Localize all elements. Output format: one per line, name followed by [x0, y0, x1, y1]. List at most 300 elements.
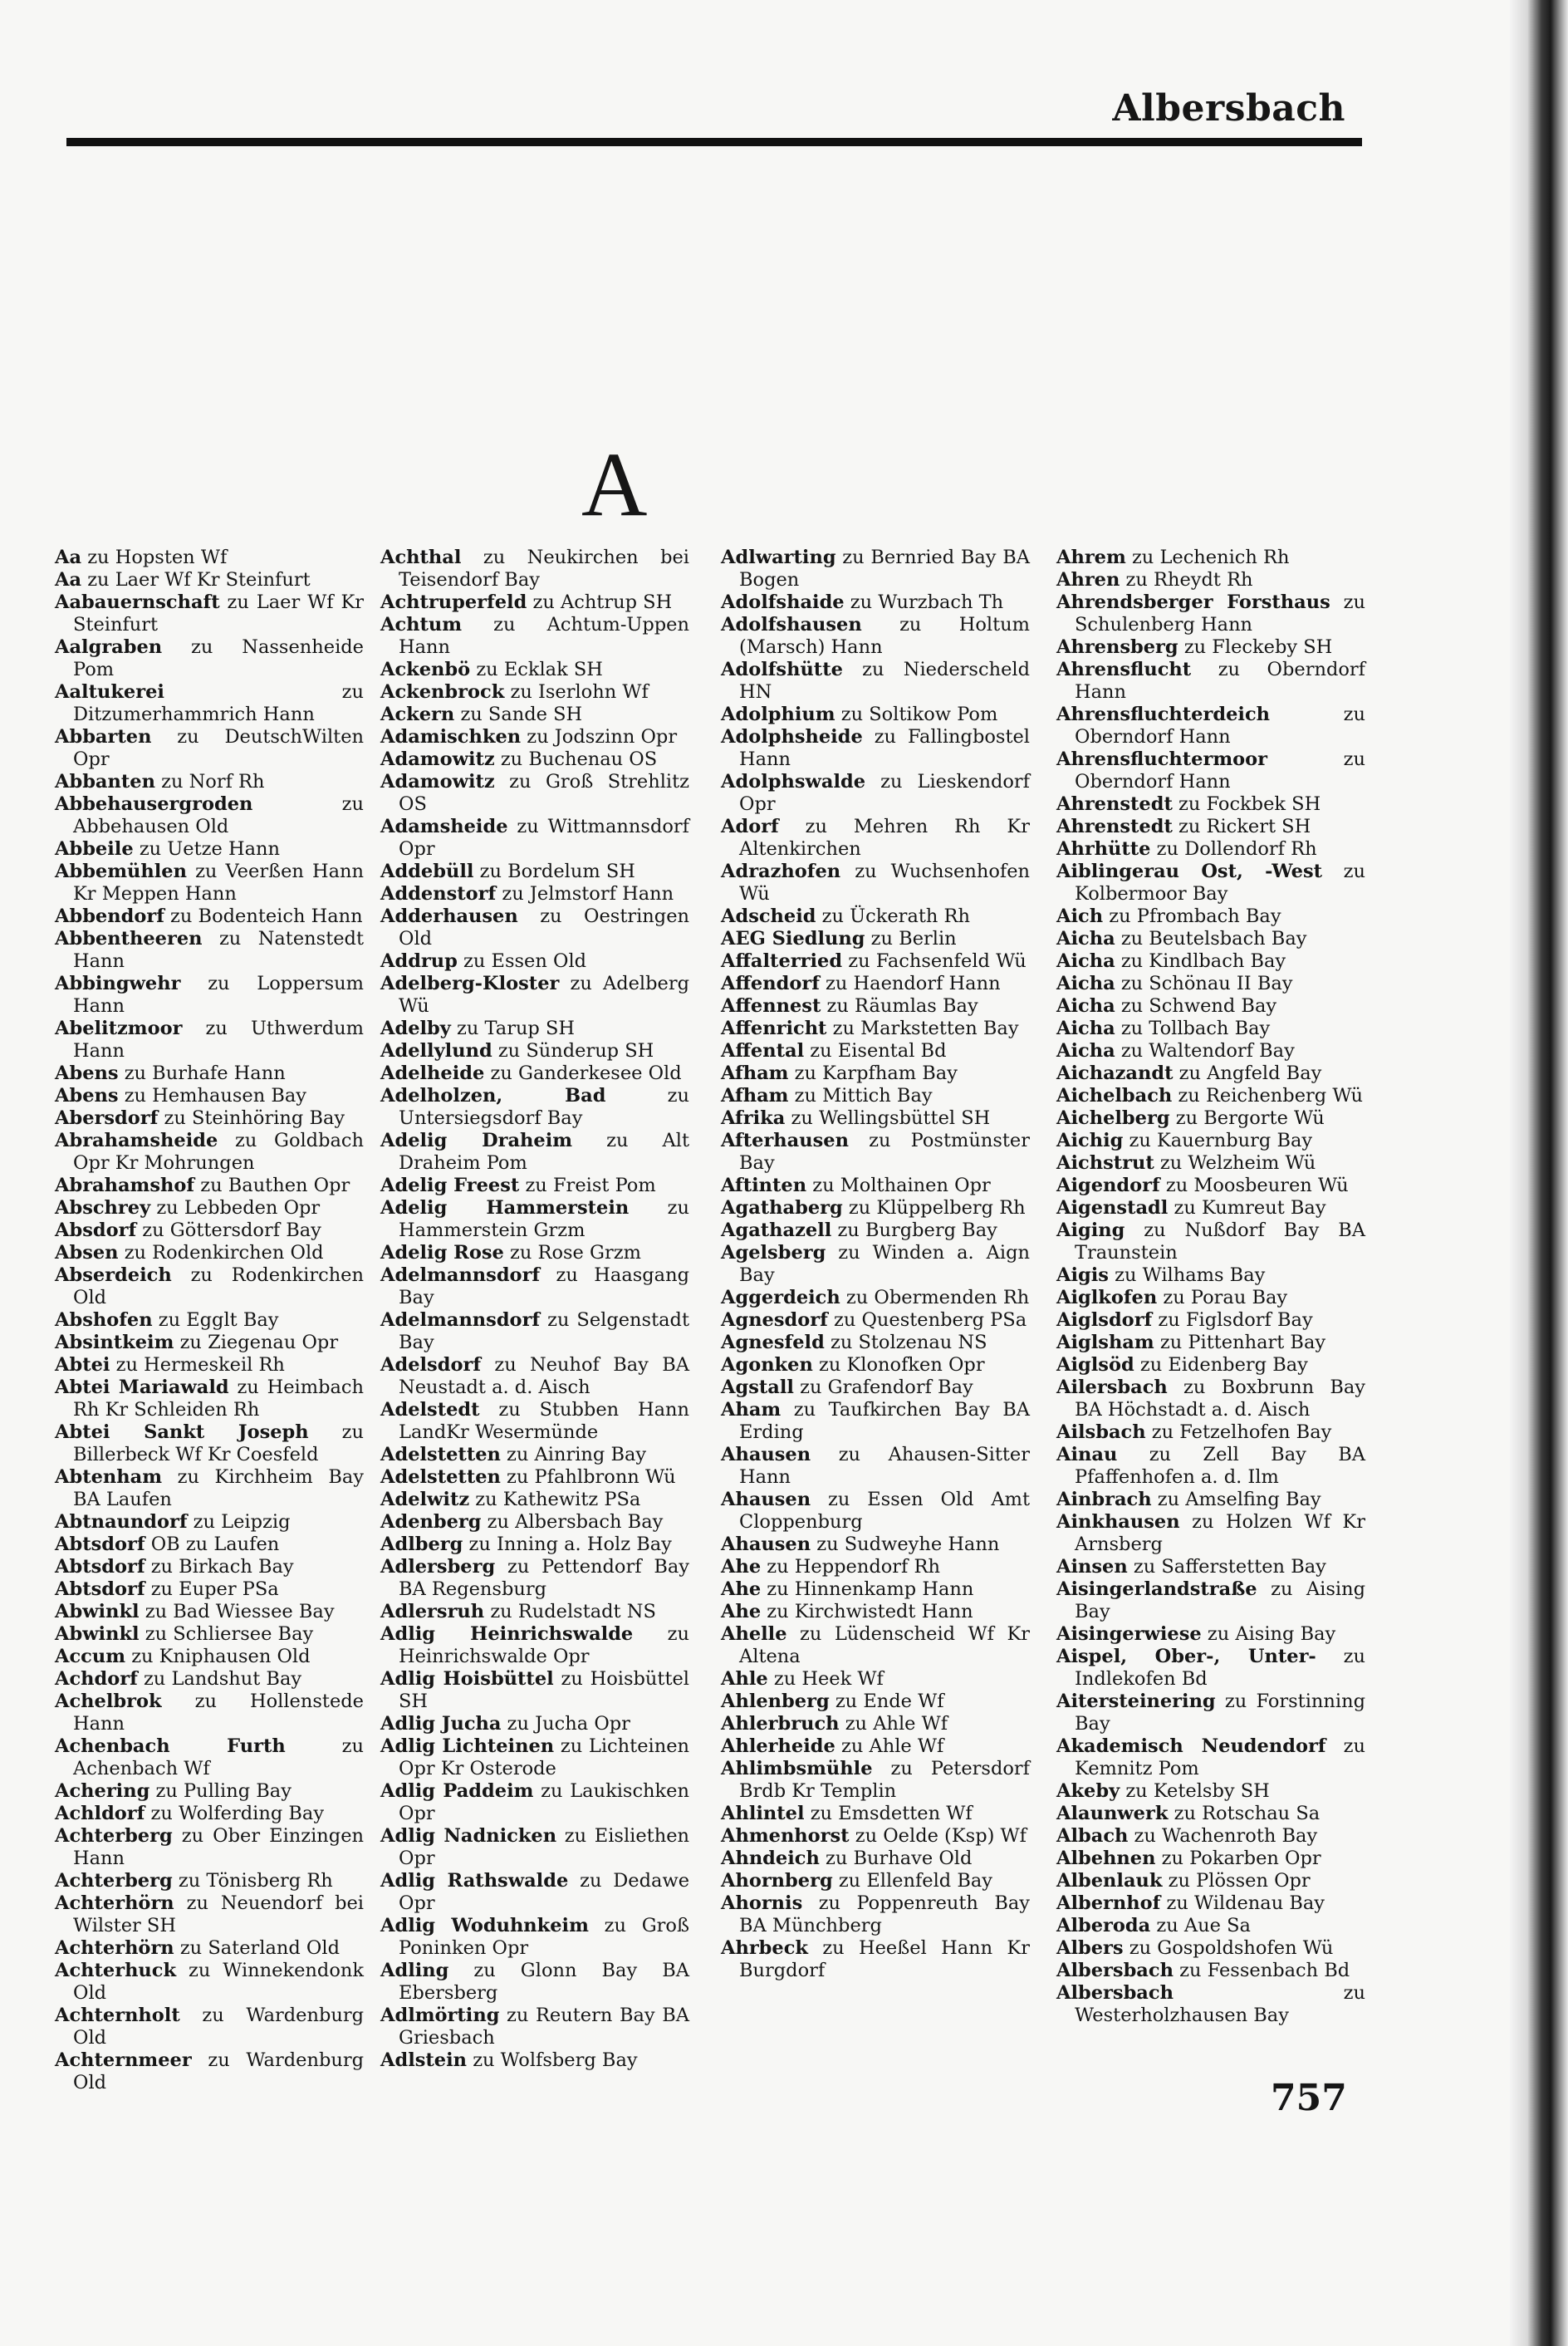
place-name: Ainsen [1056, 1556, 1128, 1578]
gazetteer-entry [1056, 659, 1365, 704]
place-location: zu Ketelsby SH [1125, 1780, 1270, 1802]
gazetteer-entry [721, 1489, 1030, 1534]
gazetteer-entry [55, 906, 364, 928]
place-location: zu Bergorte Wü [1175, 1107, 1325, 1129]
place-name: Adlig Woduhnkeim [380, 1915, 589, 1936]
place-name: Ahausen [721, 1444, 811, 1465]
gazetteer-entry [380, 1623, 689, 1668]
place-name: Agonken [721, 1354, 813, 1376]
place-name: Adolfshausen [721, 614, 862, 636]
place-name: Ahrem [1056, 547, 1126, 568]
place-name: Abbemühlen [55, 861, 187, 882]
place-name: Addenstorf [380, 883, 497, 905]
place-location: zu Rotschau Sa [1174, 1803, 1321, 1824]
place-name: Abens [55, 1063, 119, 1084]
place-location: zu Pokarben Opr [1161, 1848, 1321, 1869]
place-name: Afham [721, 1085, 789, 1107]
gazetteer-entry [55, 1242, 364, 1264]
place-name: Aich [1056, 906, 1104, 927]
place-name: Ahlerheide [721, 1735, 835, 1757]
gazetteer-entry [1056, 1085, 1365, 1107]
gazetteer-entry [380, 1085, 689, 1130]
place-name: Abserdeich [55, 1264, 172, 1286]
place-location: zu Burhafe Hann [124, 1063, 286, 1084]
place-name: Ahelle [721, 1623, 787, 1645]
place-name: Adamowitz [380, 748, 495, 770]
gazetteer-entry [380, 1242, 689, 1264]
gazetteer-entry [721, 1713, 1030, 1735]
gazetteer-entry [1056, 995, 1365, 1018]
gazetteer-entry [380, 1713, 689, 1735]
running-head: Albersbach [1112, 87, 1345, 130]
gazetteer-entry [721, 1309, 1030, 1332]
place-location: zu Tarup SH [457, 1018, 576, 1039]
place-location: zu Holzen Wf Kr Arnsberg [1075, 1511, 1365, 1555]
place-name: Aigenstadl [1056, 1197, 1169, 1219]
place-location: zu Sudweyhe Hann [816, 1534, 1000, 1555]
gazetteer-entry [1056, 1018, 1365, 1040]
place-name: Aa [55, 569, 82, 591]
place-name: Aigis [1056, 1264, 1109, 1286]
place-location: zu Hopsten Wf [87, 547, 228, 568]
place-name: Addrup [380, 950, 458, 972]
place-name: Aiglkofen [1056, 1287, 1158, 1308]
gazetteer-entry [1056, 636, 1365, 659]
gazetteer-entry [721, 1848, 1030, 1870]
gazetteer-entry [55, 1870, 364, 1892]
place-location: zu Buchenau OS [500, 748, 658, 770]
gazetteer-entry [55, 1085, 364, 1107]
place-name: Adolphium [721, 704, 835, 725]
place-location: zu Kathewitz PSa [475, 1489, 641, 1510]
gazetteer-entry [1056, 1646, 1365, 1691]
place-name: Ahlenberg [721, 1691, 830, 1712]
place-location: zu Wellingsbüttel SH [791, 1107, 991, 1129]
gazetteer-entry [55, 1197, 364, 1220]
place-name: Adlig Rathswalde [380, 1870, 569, 1892]
place-name: Affennest [721, 995, 821, 1017]
gazetteer-entry [55, 636, 364, 681]
place-location: zu Oberndorf Hann [1075, 659, 1365, 703]
place-location: zu Lechenich Rh [1131, 547, 1290, 568]
place-name: Albersbach [1056, 1960, 1174, 1981]
gazetteer-entry [380, 1063, 689, 1085]
place-name: Albehnen [1056, 1848, 1156, 1869]
gazetteer-entry [721, 659, 1030, 704]
place-location: zu Questenberg PSa [833, 1309, 1027, 1331]
gazetteer-entry [1056, 1982, 1365, 2027]
place-location: zu Klonofken Opr [818, 1354, 985, 1376]
place-location: zu Stolzenau NS [830, 1332, 987, 1353]
gazetteer-entry [721, 1534, 1030, 1556]
gazetteer-entry [380, 1489, 689, 1511]
gazetteer-entry [55, 1354, 364, 1377]
place-name: Aabauernschaft [55, 591, 220, 613]
place-location: zu Fockbek SH [1178, 793, 1321, 815]
place-location: zu Lichteinen Opr Kr Osterode [399, 1735, 689, 1779]
place-name: Abbendorf [55, 906, 164, 927]
place-name: Adolphsheide [721, 726, 863, 748]
place-name: Aichelbach [1056, 1085, 1173, 1107]
gazetteer-entry [55, 1780, 364, 1803]
place-location: OB zu Laufen [150, 1534, 280, 1555]
place-location: zu Winnekendonk Old [73, 1960, 364, 2004]
place-name: Aicha [1056, 1018, 1115, 1039]
place-location: zu Eisliethen Opr [399, 1825, 689, 1869]
place-location: zu Wittmannsdorf Opr [399, 816, 689, 860]
gazetteer-entry [55, 1018, 364, 1063]
place-name: Ahmenhorst [721, 1825, 850, 1847]
gazetteer-entry [380, 2005, 689, 2049]
gazetteer-entry [380, 1354, 689, 1399]
place-location: zu Jucha Opr [507, 1713, 630, 1735]
gazetteer-entry [1056, 591, 1365, 636]
place-name: Ahe [721, 1578, 762, 1600]
place-location: zu Kumreut Bay [1174, 1197, 1326, 1219]
place-location: zu Gospoldshofen Wü [1129, 1937, 1334, 1959]
gazetteer-entry [55, 591, 364, 636]
place-location: zu Fleckeby SH [1183, 636, 1333, 658]
gazetteer-entry [55, 1556, 364, 1578]
place-location: zu Albersbach Bay [487, 1511, 664, 1533]
place-location: zu Kemnitz Pom [1075, 1735, 1365, 1779]
place-name: Adamischken [380, 726, 522, 748]
place-name: Adrazhofen [721, 861, 841, 882]
place-name: Aham [721, 1399, 782, 1421]
place-name: Ainkhausen [1056, 1511, 1180, 1533]
gazetteer-entry [380, 950, 689, 973]
gazetteer-entry [721, 1040, 1030, 1063]
place-name: Achthal [380, 547, 462, 568]
place-name: Ahrensfluchterdeich [1056, 704, 1271, 725]
gazetteer-entry [721, 1892, 1030, 1937]
place-name: Abbehausergroden [55, 793, 253, 815]
place-name: Ahren [1056, 569, 1120, 591]
gazetteer-entry [55, 1646, 364, 1668]
place-name: Abrahamshof [55, 1175, 195, 1196]
gazetteer-entry [55, 1578, 364, 1601]
gazetteer-entry [380, 1466, 689, 1489]
place-location: zu Pfahlbronn Wü [507, 1466, 676, 1488]
place-location: zu Heek Wf [773, 1668, 884, 1690]
place-location: zu Kirchwistedt Hann [767, 1601, 973, 1622]
place-name: Aicha [1056, 928, 1115, 950]
place-location: zu Kolbermoor Bay [1075, 861, 1366, 905]
place-name: Adelsdorf [380, 1354, 481, 1376]
place-name: Adolfshaide [721, 591, 845, 613]
place-name: Absdorf [55, 1220, 137, 1241]
place-location: zu Porau Bay [1163, 1287, 1288, 1308]
place-location: zu Markstetten Bay [832, 1018, 1019, 1039]
place-name: Affendorf [721, 973, 820, 994]
gazetteer-entry [1056, 1848, 1365, 1870]
gazetteer-entry [1056, 547, 1365, 569]
gazetteer-entry [1056, 1937, 1365, 1960]
gazetteer-entry [55, 1063, 364, 1085]
place-name: Ainau [1056, 1444, 1118, 1465]
gazetteer-entry [1056, 1130, 1365, 1152]
place-location: zu Abbehausen Old [73, 793, 364, 837]
place-location: zu Bernried Bay BA Bogen [739, 547, 1030, 591]
gazetteer-entry [380, 2049, 689, 2072]
place-name: Alberoda [1056, 1915, 1151, 1936]
place-location: zu Waltendorf Bay [1120, 1040, 1295, 1062]
place-name: Abtsdorf [55, 1556, 145, 1578]
gazetteer-entry [380, 906, 689, 950]
gazetteer-entry [721, 1220, 1030, 1242]
place-name: Aisingerlandstraße [1056, 1578, 1257, 1600]
place-name: Abbanten [55, 771, 155, 793]
place-location: zu Reichenberg Wü [1178, 1085, 1364, 1107]
gazetteer-entry [380, 1780, 689, 1825]
place-name: Afrika [721, 1107, 786, 1129]
place-name: Adelwitz [380, 1489, 470, 1510]
gazetteer-entry [721, 1870, 1030, 1892]
gazetteer-entry [721, 1601, 1030, 1623]
place-location: zu Soltikow Pom [840, 704, 998, 725]
gazetteer-entry [55, 1421, 364, 1466]
gazetteer-entry [1056, 793, 1365, 816]
place-location: zu Burhave Old [825, 1848, 973, 1869]
place-name: Aichazandt [1056, 1063, 1174, 1084]
gazetteer-entry [1056, 1332, 1365, 1354]
place-name: Abersdorf [55, 1107, 159, 1129]
place-location: zu Schulenberg Hann [1075, 591, 1365, 636]
place-location: zu Haendorf Hann [826, 973, 1001, 994]
place-location: zu Norf Rh [161, 771, 265, 793]
place-name: Abbeile [55, 838, 134, 860]
place-name: Ahe [721, 1556, 762, 1578]
gazetteer-entry [55, 569, 364, 591]
gazetteer-entry [380, 704, 689, 726]
place-name: Ahausen [721, 1534, 811, 1555]
place-location: zu Wildenau Bay [1166, 1892, 1325, 1914]
gazetteer-entry [55, 1309, 364, 1332]
gazetteer-entry [721, 1399, 1030, 1444]
gazetteer-entry [380, 1018, 689, 1040]
place-name: Abtei [55, 1354, 110, 1376]
place-location: zu Ganderkesee Old [490, 1063, 682, 1084]
place-location: zu Aising Bay [1207, 1623, 1336, 1645]
gazetteer-entry [721, 1691, 1030, 1713]
place-location: zu Plössen Opr [1168, 1870, 1311, 1892]
place-name: Achtum [380, 614, 463, 636]
gazetteer-entry [721, 726, 1030, 771]
place-name: Aiblingerau Ost, -West [1056, 861, 1323, 882]
place-name: Afterhausen [721, 1130, 849, 1151]
place-location: zu Mehren Rh Kr Altenkirchen [739, 816, 1030, 860]
place-location: zu Zell Bay BA Pfaffenhofen a. d. Ilm [1075, 1444, 1365, 1488]
place-name: Adlwarting [721, 547, 836, 568]
place-location: zu Amselfing Bay [1157, 1489, 1321, 1510]
place-name: Ailsbach [1056, 1421, 1146, 1443]
place-location: zu Schwend Bay [1120, 995, 1277, 1017]
place-location: zu Aising Bay [1075, 1578, 1365, 1622]
place-name: Ahe [721, 1601, 762, 1622]
place-name: Abtsdorf [55, 1578, 145, 1600]
place-name: Adelmannsdorf [380, 1309, 541, 1331]
place-location: zu Angfeld Bay [1178, 1063, 1322, 1084]
gazetteer-entry [1056, 1578, 1365, 1623]
place-location: zu Holtum (Marsch) Hann [739, 614, 1030, 658]
place-name: Abens [55, 1085, 119, 1107]
place-name: Aa [55, 547, 82, 568]
gazetteer-entry [55, 1601, 364, 1623]
place-name: Adamowitz [380, 771, 495, 793]
place-location: zu Moosbeuren Wü [1165, 1175, 1349, 1196]
place-location: zu Essen Old Amt Cloppenburg [739, 1489, 1030, 1533]
gazetteer-entry [55, 1107, 364, 1130]
place-name: Ahornis [721, 1892, 803, 1914]
place-name: Abtsdorf [55, 1534, 145, 1555]
place-location: zu Molthainen Opr [812, 1175, 991, 1196]
place-name: Adlig Paddeim [380, 1780, 534, 1802]
place-location: zu Achtrup SH [532, 591, 673, 613]
gazetteer-entry [1056, 1735, 1365, 1780]
place-name: Achterberg [55, 1870, 173, 1892]
place-location: zu Saterland Old [179, 1937, 340, 1959]
place-name: Aftinten [721, 1175, 807, 1196]
gazetteer-entry [1056, 1421, 1365, 1444]
place-name: Ahle [721, 1668, 768, 1690]
place-name: Aiglsdorf [1056, 1309, 1153, 1331]
gazetteer-entry [380, 1399, 689, 1444]
place-name: Adelstetten [380, 1466, 501, 1488]
place-location: zu Laer Wf Kr Steinfurt [87, 569, 311, 591]
place-name: Abrahamsheide [55, 1130, 218, 1151]
gazetteer-entry [55, 1960, 364, 2005]
place-name: Achldorf [55, 1803, 145, 1824]
place-location: zu Rudelstadt NS [490, 1601, 656, 1622]
place-name: Abbingwehr [55, 973, 181, 994]
gazetteer-entry [721, 1735, 1030, 1758]
gazetteer-entry [380, 1915, 689, 1960]
place-location: zu Essen Old [463, 950, 587, 972]
place-name: Ainbrach [1056, 1489, 1152, 1510]
place-name: Abschrey [55, 1197, 151, 1219]
place-name: Ackern [380, 704, 455, 725]
place-name: Albenlauk [1056, 1870, 1163, 1892]
gazetteer-entry [721, 1758, 1030, 1803]
gazetteer-entry [55, 838, 364, 861]
place-name: Adlberg [380, 1534, 463, 1555]
place-location: zu Petersdorf Brdb Kr Templin [739, 1758, 1030, 1802]
gazetteer-entry [721, 906, 1030, 928]
place-location: zu Beutelsbach Bay [1120, 928, 1307, 950]
place-location: zu Wardenburg Old [73, 2005, 364, 2049]
gazetteer-entry [380, 1264, 689, 1309]
place-location: zu Ückerath Rh [821, 906, 970, 927]
gazetteer-entry [1056, 973, 1365, 995]
place-location: zu Taufkirchen Bay BA Erding [739, 1399, 1030, 1443]
gazetteer-entry [721, 1085, 1030, 1107]
place-location: zu Hermeskeil Rh [115, 1354, 285, 1376]
place-location: zu Oelde (Ksp) Wf [855, 1825, 1027, 1847]
place-location: zu Iserlohn Wf [510, 681, 649, 703]
gazetteer-entry [1056, 1489, 1365, 1511]
gazetteer-entry [55, 973, 364, 1018]
gazetteer-entry [721, 928, 1030, 950]
place-name: Agathazell [721, 1220, 832, 1241]
place-location: zu Nassenheide Pom [73, 636, 364, 680]
place-name: Adelberg-Kloster [380, 973, 560, 994]
place-name: Adelstetten [380, 1444, 501, 1465]
gazetteer-entry [380, 681, 689, 704]
place-name: Aigendorf [1056, 1175, 1160, 1196]
place-name: Adelig Hammerstein [380, 1197, 630, 1219]
place-name: Achterhuck [55, 1960, 177, 1981]
place-name: Adorf [721, 816, 779, 837]
gazetteer-entry [1056, 1264, 1365, 1287]
place-name: Ahornberg [721, 1870, 833, 1892]
place-location: zu Safferstetten Bay [1133, 1556, 1326, 1578]
place-location: zu Glonn Bay BA Ebersberg [399, 1960, 689, 2004]
gazetteer-entry [721, 1197, 1030, 1220]
place-location: zu Niederscheld HN [739, 659, 1030, 703]
place-location: zu Bad Wiessee Bay [145, 1601, 335, 1622]
place-name: Adlig Lichteinen [380, 1735, 555, 1757]
gazetteer-entry [55, 861, 364, 906]
gazetteer-entry [55, 1937, 364, 1960]
gazetteer-entry [1056, 748, 1365, 793]
scan-edge-shadow [1510, 0, 1568, 2346]
gazetteer-entry [721, 950, 1030, 973]
place-name: Achternmeer [55, 2049, 192, 2071]
place-name: Ahrendsberger Forsthaus [1056, 591, 1330, 613]
gazetteer-entry [55, 1130, 364, 1175]
place-name: Albernhof [1056, 1892, 1161, 1914]
place-location: zu Heppendorf Rh [767, 1556, 940, 1578]
gazetteer-entry [380, 1197, 689, 1242]
place-location: zu Landshut Bay [143, 1668, 302, 1690]
gazetteer-entry [380, 1556, 689, 1601]
place-name: Aichig [1056, 1130, 1124, 1151]
place-name: Adlig Heinrichswalde [380, 1623, 634, 1645]
place-location: zu Bodenteich Hann [170, 906, 363, 927]
place-name: Adellylund [380, 1040, 492, 1062]
place-location: zu Heimbach Rh Kr Schleiden Rh [73, 1377, 364, 1421]
gazetteer-entry [1056, 928, 1365, 950]
place-location: zu Berlin [870, 928, 957, 950]
place-location: zu Fetzelhofen Bay [1151, 1421, 1332, 1443]
place-location: zu Oberndorf Hann [1075, 748, 1365, 793]
gazetteer-entry [380, 1870, 689, 1915]
place-name: Adlig Hoisbüttel [380, 1668, 554, 1690]
gazetteer-entry [1056, 1444, 1365, 1489]
gazetteer-entry [1056, 1220, 1365, 1264]
gazetteer-entry [721, 1668, 1030, 1691]
gazetteer-entry [1056, 1892, 1365, 1915]
place-location: zu Winden a. Aign Bay [739, 1242, 1030, 1286]
gazetteer-entry [721, 1130, 1030, 1175]
place-location: zu Burgberg Bay [837, 1220, 997, 1241]
gazetteer-entry [1056, 1915, 1365, 1937]
gazetteer-entry [55, 726, 364, 771]
gazetteer-entry [721, 861, 1030, 906]
place-name: Agstall [721, 1377, 794, 1398]
place-name: Adolphswalde [721, 771, 866, 793]
gazetteer-entry [1056, 1691, 1365, 1735]
place-name: Adelig Freest [380, 1175, 520, 1196]
place-name: Agelsberg [721, 1242, 826, 1264]
place-name: Adenberg [380, 1511, 482, 1533]
gazetteer-entry [721, 1937, 1030, 1982]
place-location: zu Obermenden Rh [845, 1287, 1030, 1308]
place-location: zu Laer Wf Kr Steinfurt [73, 591, 365, 636]
gazetteer-entry [380, 861, 689, 883]
gazetteer-entry [380, 771, 689, 816]
place-name: Ackenbrock [380, 681, 505, 703]
